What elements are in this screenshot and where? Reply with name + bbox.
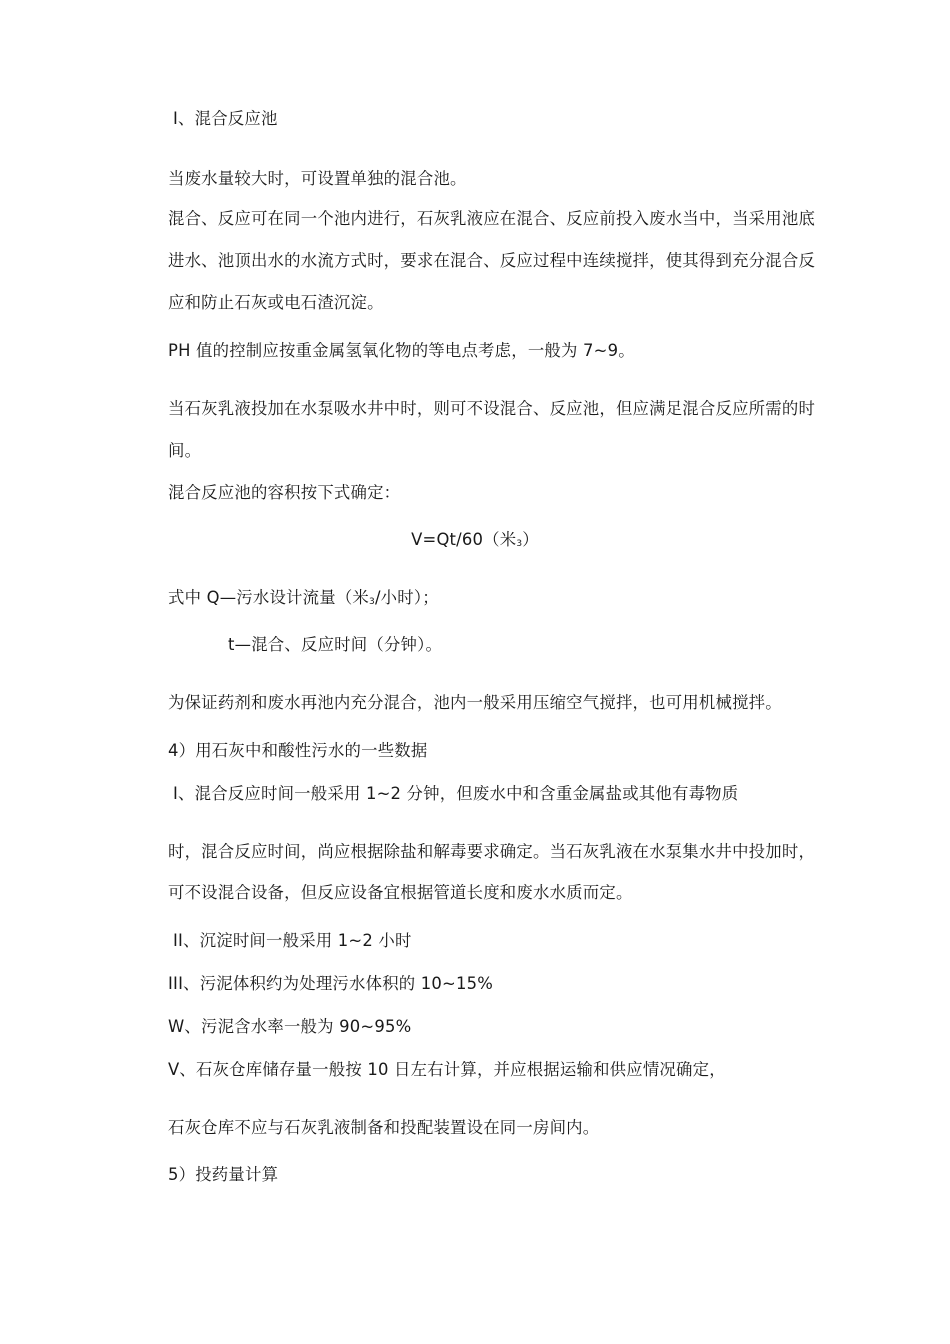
paragraph-line: PH 值的控制应按重金属氢氧化物的等电点考虑，一般为 7~9。: [168, 341, 635, 360]
formula-close: ）: [522, 530, 539, 549]
paragraph-line: 为保证药剂和废水再池内充分混合，池内一般采用压缩空气搅拌，也可用机械搅拌。: [168, 693, 782, 712]
paragraph-line: 混合反应池的容积按下式确定：: [168, 483, 401, 502]
q-definition-line: [168, 587, 439, 613]
q-definition-unit: /小时）；: [374, 588, 439, 607]
paragraph-line: 进水、池顶出水的水流方式时，要求在混合、反应过程中连续搅拌，使其得到充分混合反: [168, 251, 816, 270]
formula-unit-exponent: 3: [516, 539, 523, 549]
q-definition-text: 式中 Q—污水设计流量（米: [168, 588, 370, 607]
list-item: II、沉淀时间一般采用 1~2 小时: [173, 931, 412, 950]
paragraph-line: 应和防止石灰或电石渣沉淀。: [168, 293, 384, 312]
paragraph-line: 石灰仓库不应与石灰乳液制备和投配装置设在同一房间内。: [168, 1118, 600, 1137]
heading-mixing-reaction-tank: I、混合反应池: [173, 109, 278, 128]
paragraph-line: 当废水量较大时，可设置单独的混合池。: [168, 169, 467, 188]
volume-formula: [0, 529, 950, 555]
q-unit-exponent: 3: [369, 597, 375, 607]
section-heading: 5）投药量计算: [168, 1165, 279, 1184]
list-item: III、污泥体积约为处理污水体积的 10~15%: [168, 974, 494, 993]
list-item: I、混合反应时间一般采用 1~2 分钟，但废水中和含重金属盐或其他有毒物质: [173, 784, 739, 803]
paragraph-line: 可不设混合设备，但反应设备宜根据管道长度和废水水质而定。: [168, 883, 633, 902]
formula-main: V=Qt/60（米: [411, 530, 517, 549]
t-definition-line: t—混合、反应时间（分钟）。: [228, 635, 443, 654]
list-item: W、污泥含水率一般为 90~95%: [168, 1017, 412, 1036]
paragraph-line: 当石灰乳液投加在水泵吸水井中时，则可不设混合、反应池，但应满足混合反应所需的时: [168, 399, 816, 418]
list-item: V、石灰仓库储存量一般按 10 日左右计算，并应根据运输和供应情况确定，: [168, 1060, 726, 1079]
paragraph-line: 时，混合反应时间，尚应根据除盐和解毒要求确定。当石灰乳液在水泵集水井中投加时，: [168, 842, 816, 861]
paragraph-line: 混合、反应可在同一个池内进行，石灰乳液应在混合、反应前投入废水当中，当采用池底: [168, 209, 816, 228]
section-heading: 4）用石灰中和酸性污水的一些数据: [168, 741, 428, 760]
paragraph-line: 间。: [168, 441, 202, 460]
